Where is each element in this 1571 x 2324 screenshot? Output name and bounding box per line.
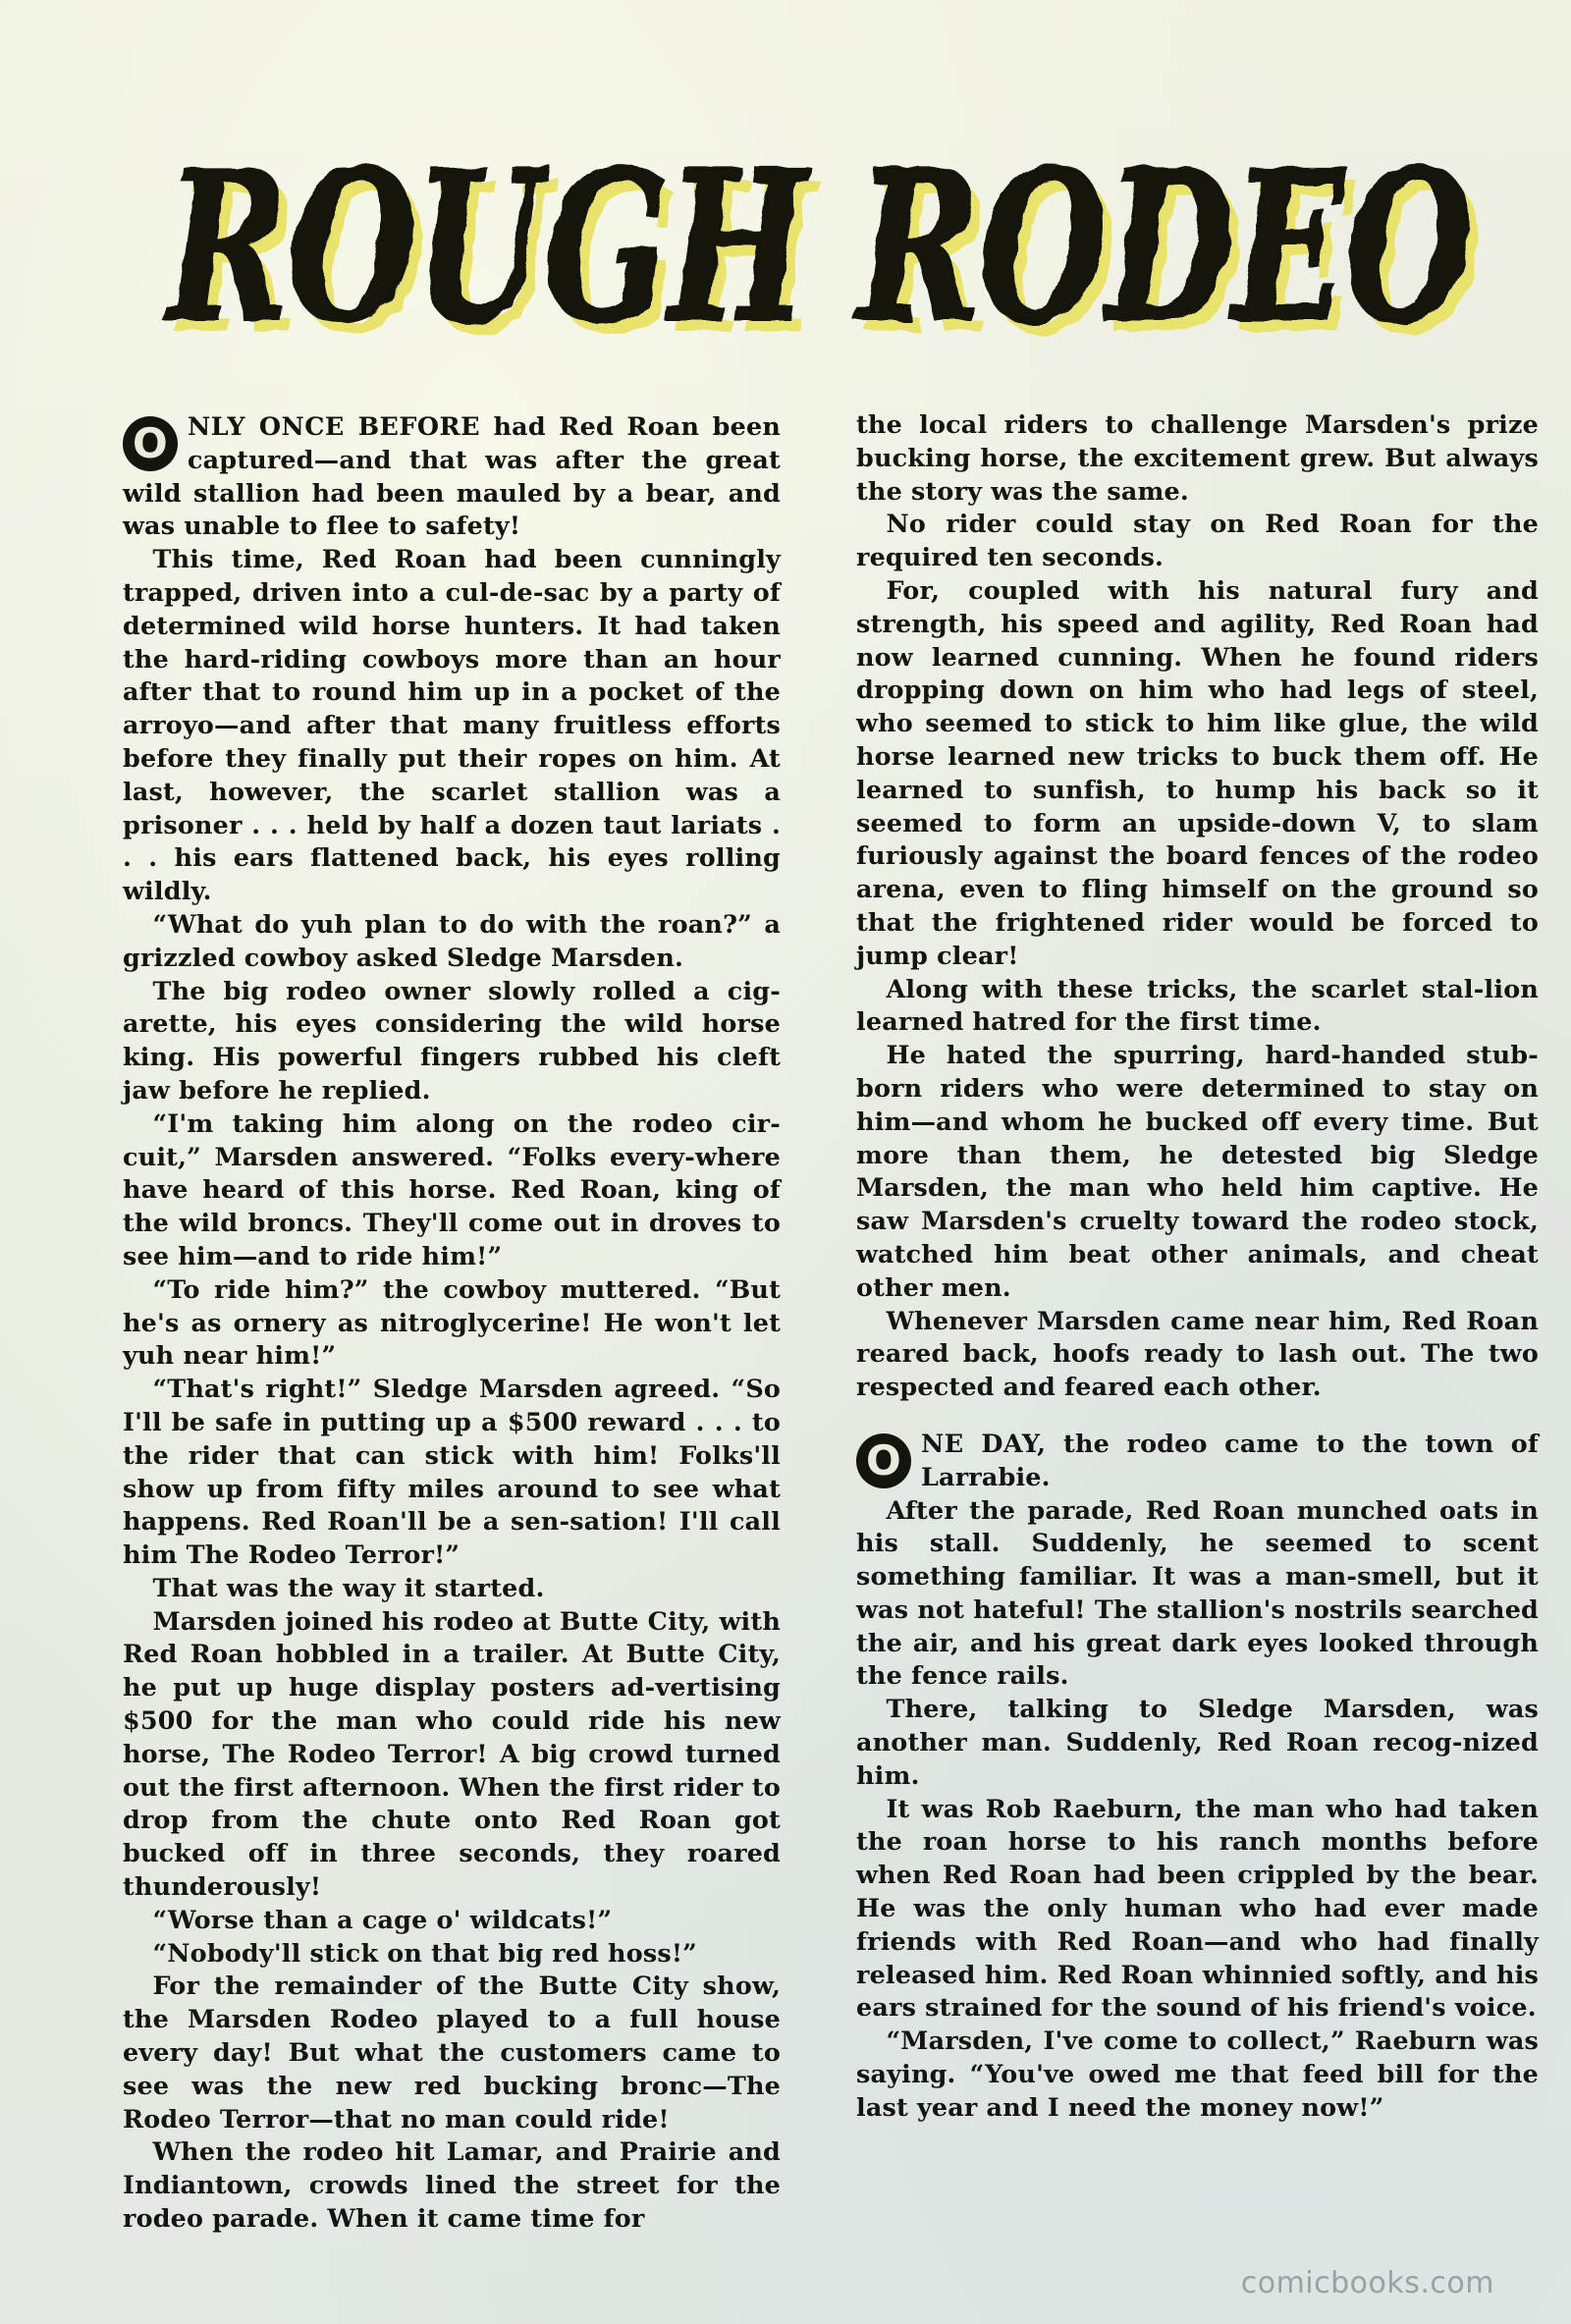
section-opening-text: the rodeo came to the town of Larrabie. bbox=[921, 1428, 1540, 1491]
paragraph: Marsden joined his rodeo at Butte City, with Red Roan hobbled in a trailer. At Butte City, he put up huge display posters ad-vertising $500 for the man who could ride his new horse, The Rodeo Terror! A big crowd turned out the first afternoon. When the first rider to drop from the chute onto Red Roan got bucked off in three seconds, they roared thunderously! bbox=[123, 1605, 781, 1902]
story-title bbox=[147, 118, 1492, 373]
paragraph: That was the way it started. bbox=[152, 1572, 545, 1602]
watermark: comicbooks.com bbox=[1240, 2266, 1494, 2300]
paragraph: The big rodeo owner slowly rolled a cig-arette, his eyes considering the wild horse king. His powerful fingers rubbed his cleft jaw before he replied. bbox=[123, 975, 781, 1105]
opening-paragraph bbox=[123, 410, 781, 543]
left-column bbox=[123, 410, 781, 2236]
paragraph: After the parade, Red Roan munched oats in his stall. Suddenly, he seemed to scent something familiar. It was a man-smell, but it was not hateful! The stallion's nostrils searched the air, and his great dark eyes looked through the fence rails. bbox=[856, 1494, 1539, 1691]
paragraph: For the remainder of the Butte City show, the Marsden Rodeo played to a full house every day! But what the customers came to see was the new red bucking bronc—The Rodeo Terror—that no man could ride! bbox=[123, 1971, 781, 2134]
paragraph: Whenever Marsden came near him, Red Roan reared back, hoofs ready to lash out. The two respected and feared each other. bbox=[856, 1305, 1539, 1402]
paragraph: This time, Red Roan had been cunningly trapped, driven into a cul-de-sac by a party of determined wild horse hunters. It had taken the hard-riding cowboys more than an hour after that to round him up in a pocket of the arroyo—and after that many fruitless efforts before they finally put their ropes on him. At last, however, the scarlet stallion was a prisoner . . . held by half a dozen taut lariats . . . his ears flattened back, his eyes rolling wildly. bbox=[123, 544, 781, 906]
paragraph: He hated the spurring, hard-handed stub-born riders who were determined to stay on him—and whom he bucked off every time. But more than them, he detested big Sledge Marsden, the man who held him captive. He saw Marsden's cruelty toward the rodeo stock, watched him beat other animals, and cheat other men. bbox=[856, 1040, 1539, 1302]
drop-cap: O bbox=[123, 416, 178, 471]
drop-cap: O bbox=[856, 1433, 911, 1488]
section-break bbox=[856, 1404, 1539, 1428]
paragraph: There, talking to Sledge Marsden, was another man. Suddenly, Red Roan recog-nized him. bbox=[856, 1694, 1539, 1790]
right-column bbox=[856, 408, 1539, 2125]
title-shadow: ROUGH RODEO bbox=[173, 137, 1484, 373]
opening-text: had Red Roan been captured—and that was after the great wild stallion had been mauled by a bear, and was unable to flee to safety! bbox=[123, 411, 781, 541]
section-opening-paragraph bbox=[856, 1428, 1539, 1494]
paragraph: Along with these tricks, the scarlet stal-lion learned hatred for the first time. bbox=[856, 973, 1539, 1037]
paragraph: It was Rob Raeburn, the man who had taken the roan horse to his ranch months before when Red Roan had been crippled by the bear. He was the only human who had ever made friends with Red Roan—and who had finally released him. Red Roan whinnied softly, and his ears strained for the sound of his friend's voice. bbox=[856, 1793, 1539, 2023]
paragraph: “I'm taking him along on the rodeo cir-cuit,” Marsden answered. “Folks every-where have heard of this horse. Red Roan, king of the wild broncs. They'll come out in droves to see him—and to ride him!” bbox=[123, 1108, 781, 1270]
story-title-art bbox=[147, 118, 1492, 373]
lead-in: NLY ONCE BEFORE bbox=[188, 411, 480, 441]
paragraph: “Nobody'll stick on that big red hoss!” bbox=[152, 1937, 697, 1968]
lead-in: NE DAY, bbox=[921, 1428, 1047, 1458]
continued-paragraph: the local riders to challenge Marsden's prize bucking horse, the excitement grew. But always the story was the same. bbox=[856, 409, 1539, 506]
paragraph: For, coupled with his natural fury and strength, his speed and agility, Red Roan had now learned cunning. When he found riders dropping down on him who had legs of steel, who seemed to stick to him like glue, the wild horse learned new tricks to buck them off. He learned to sunfish, to hump his back so it seemed to form an upside-down V, to slam furiously against the board fences of the rodeo arena, even to fling himself on the ground so that the frightened rider would be forced to jump clear! bbox=[856, 574, 1539, 970]
paragraph: “That's right!” Sledge Marsden agreed. “So I'll be safe in putting up a $500 reward . . . to the rider that can stick with him! Folks'll show up from fifty miles around to see what happens. Red Roan'll be a sen-sation! I'll call him The Rodeo Terror!” bbox=[123, 1374, 781, 1570]
paragraph: “To ride him?” the cowboy muttered. “But he's as ornery as nitroglycerine! He won't let yuh near him!” bbox=[123, 1273, 781, 1371]
paragraph: “What do yuh plan to do with the roan?” a grizzled cowboy asked Sledge Marsden. bbox=[123, 908, 781, 972]
paragraph: “Worse than a cage o' wildcats!” bbox=[152, 1904, 613, 1934]
paragraph: When the rodeo hit Lamar, and Prairie and Indiantown, crowds lined the street for the rodeo parade. When it came time for bbox=[123, 2136, 781, 2234]
title-text: ROUGH RODEO bbox=[163, 126, 1474, 368]
paragraph: No rider could stay on Red Roan for the required ten seconds. bbox=[856, 509, 1539, 572]
paragraph: “Marsden, I've come to collect,” Raeburn was saying. “You've owed me that feed bill for the last year and I need the money now!” bbox=[856, 2026, 1539, 2122]
